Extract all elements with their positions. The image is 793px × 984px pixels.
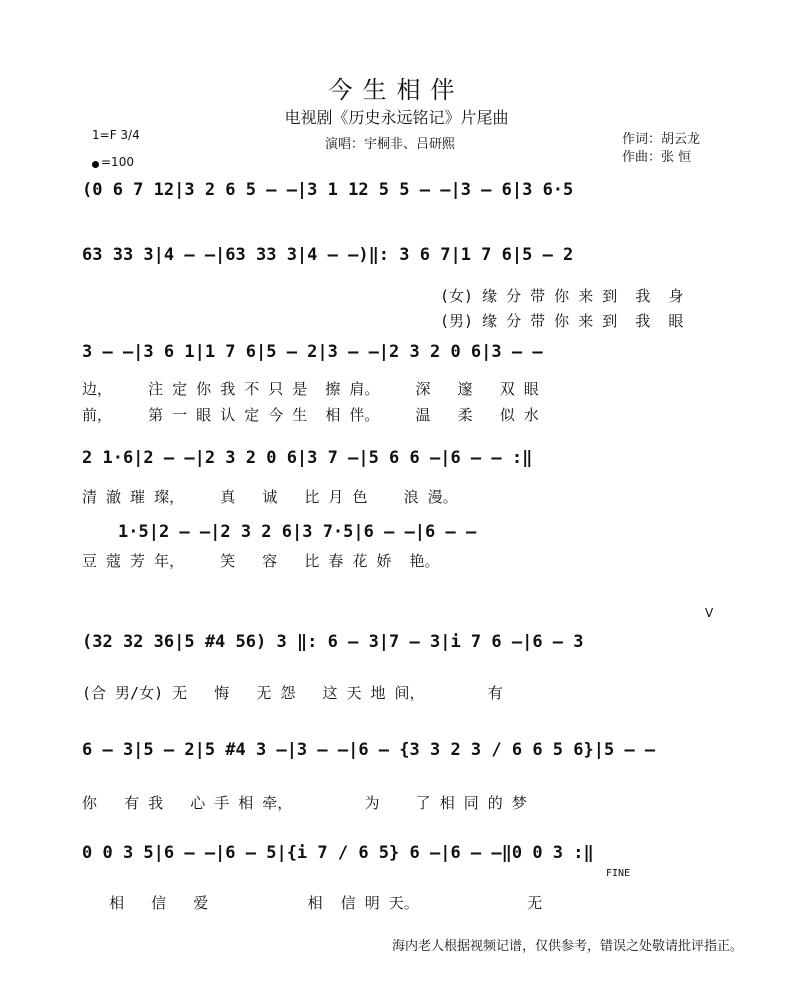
key-label: 1=F [92, 128, 117, 142]
score-row-5: 1·5|2 — —|2 3 2 6|3 7·5|6 — —|6 — — [118, 522, 477, 542]
lyric-row-3-first: 边， 注 定 你 我 不 只 是 擦 肩。 深 邃 双 眼 [82, 380, 539, 398]
transcriber-note: 海内老人根据视频记谱，仅供参考，错误之处敬请批评指正。 [391, 939, 743, 954]
lyric-row-4: 清 澈 璀 璨， 真 诚 比 月 色 浪 漫。 [82, 488, 458, 506]
score-row-1: (0 6 7 12|3 2 6 5 — —|3 1 12 5 5 — —|3 — 6|3 6·5 [82, 180, 574, 200]
song-title: 今生相伴 [328, 76, 465, 104]
score-row-2: 63 33 3|4 — —|63 33 3|4 — —)‖: 3 6 7|1 7 6|5 — 2 [82, 245, 574, 265]
composer: 作曲：张 恒 [622, 150, 692, 165]
breath-mark: V [705, 606, 714, 620]
score-row-3: 3 — —|3 6 1|1 7 6|5 — 2|3 — —|2 3 2 0 6|3 — — [82, 342, 543, 362]
lyric-row-7: 你 有 我 心 手 相 牵， 为 了 相 同 的 梦 [82, 794, 527, 812]
tempo-marking [92, 155, 134, 169]
score-row-6: (32 32 36|5 #4 56) 3 ‖: 6 — 3|7 — 3|i 7 6 —|6 — 3 [82, 632, 584, 652]
fine-label: FINE [606, 868, 631, 879]
song-subtitle: 电视剧《历史永远铭记》片尾曲 [284, 108, 509, 127]
performers: 演唱：宇桐非、吕研熙 [325, 137, 456, 152]
lyric-row-6: (合 男/女) 无 悔 无 怨 这 天 地 间， 有 [82, 684, 503, 702]
score-row-4: 2 1·6|2 — —|2 3 2 0 6|3 7 —|5 6 6 —|6 — — :‖ [82, 448, 533, 468]
quarter-note-icon [92, 161, 99, 168]
lyric-row-8: 相 信 爱 相 信 明 天。 无 [82, 894, 543, 912]
lyric-row-3-second: 前， 第 一 眼 认 定 今 生 相 伴。 温 柔 似 水 [82, 406, 539, 424]
lyric-row-2-female: (女) 缘 分 带 你 来 到 我 身 [440, 287, 684, 305]
lyric-row-2-male: (男) 缘 分 带 你 来 到 我 眼 [440, 312, 684, 330]
key-signature [92, 128, 140, 142]
lyric-row-5: 豆 蔻 芳 年， 笑 容 比 春 花 娇 艳。 [82, 552, 440, 570]
lyricist: 作词：胡云龙 [622, 132, 701, 147]
score-row-7: 6 — 3|5 — 2|5 #4 3 —|3 — —|6 — {3 3 2 3 / 6 6 5 6}|5 — — [82, 740, 656, 760]
tempo-value: =100 [101, 155, 134, 169]
score-row-8: 0 0 3 5|6 — —|6 — 5|{i 7 / 6 5} 6 —|6 — —‖0 0 3 :‖ [82, 843, 594, 863]
time-signature: 3/4 [120, 128, 140, 142]
